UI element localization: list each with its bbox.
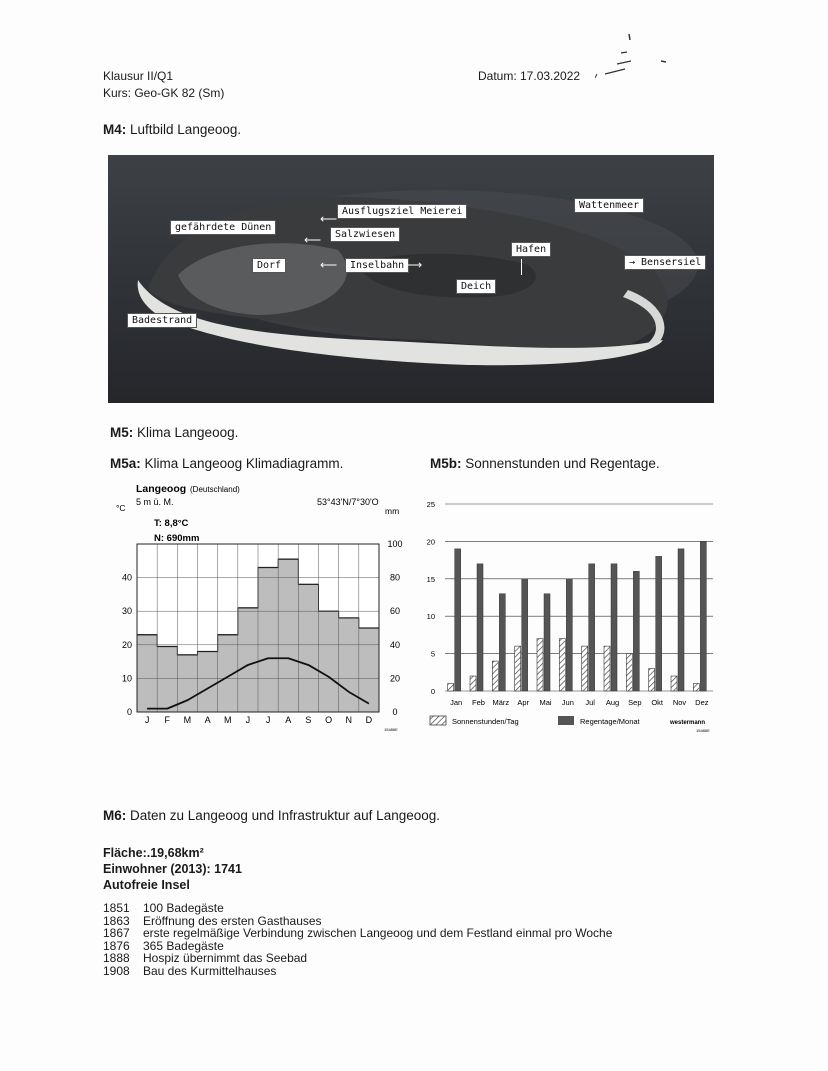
m5b-prefix: M5b: (430, 456, 462, 471)
history-row (103, 965, 612, 978)
climate-right-unit: mm (385, 506, 400, 516)
rain-bar (633, 571, 639, 691)
bar-month-label: Okt (651, 698, 664, 707)
legend-rain-swatch (558, 716, 574, 725)
rain-bar (656, 556, 662, 691)
sun-bar (492, 661, 498, 691)
label-salzwiesen: Salzwiesen (330, 227, 400, 242)
label-gefaehrdete-duenen: gefährdete Dünen (170, 220, 276, 235)
history-text: 100 Badegäste (143, 901, 224, 915)
history-year: 1876 (103, 938, 130, 953)
sun-bar (470, 676, 476, 691)
label-inselbahn: Inselbahn (345, 258, 409, 273)
climate-month-label: J (144, 715, 150, 725)
sun-bar (582, 646, 588, 691)
climate-left-tick: 30 (121, 606, 132, 617)
label-wattenmeer: Wattenmeer (574, 198, 644, 213)
sun-bar (515, 646, 521, 691)
label-bensersiel: → Bensersiel (624, 255, 706, 270)
climate-right-tick: 80 (389, 572, 401, 583)
m5b-heading (430, 456, 660, 471)
climate-right-tick: 100 (387, 539, 403, 549)
climate-right-tick: 40 (389, 639, 401, 650)
label-deich: Deich (456, 279, 496, 294)
history-year: 1863 (103, 913, 130, 928)
rain-bar (700, 541, 706, 691)
climate-month-label: D (365, 715, 373, 725)
history-year: 1851 (103, 901, 130, 915)
bar-month-label: Sep (628, 698, 642, 707)
m5a-title: Klima Langeoog Klimadiagramm. (144, 456, 344, 471)
bar-month-label: Apr (517, 698, 530, 707)
bar-y-tick: 25 (426, 500, 435, 509)
bar-y-tick: 5 (430, 649, 435, 659)
climate-month-label: J (265, 715, 271, 725)
history-list (103, 902, 612, 977)
climate-month-label: J (245, 715, 251, 725)
aerial-photo (108, 155, 714, 403)
m6-prefix: M6: (103, 808, 127, 823)
rain-bar (499, 594, 505, 691)
bar-y-tick: 20 (426, 537, 435, 547)
area-fact: Fläche:.19,68km² (103, 846, 204, 860)
climate-elevation: 5 m ü. M. (136, 497, 174, 507)
sun-bar (671, 676, 677, 691)
history-text: Bau des Kurmittelhauses (143, 963, 277, 978)
sunrain-source-code: 15486E (696, 728, 710, 733)
history-year: 1867 (103, 926, 130, 940)
m5a-heading (110, 456, 343, 471)
arrow-left-icon: ⟵ (320, 258, 338, 272)
sunshine-rain-chart (425, 492, 725, 742)
climate-month-label: F (164, 715, 170, 725)
course-info: Kurs: Geo-GK 82 (Sm) (103, 86, 225, 100)
m5-heading (110, 425, 238, 440)
m5-title: Klima Langeoog. (137, 425, 239, 440)
m5b-title: Sonnenstunden und Regentage. (465, 456, 660, 471)
exam-info (103, 68, 224, 102)
residents-fact: Einwohner (2013): 1741 (103, 862, 242, 876)
legend-sun-label: Sonnenstunden/Tag (452, 717, 519, 726)
bar-month-label: Mai (539, 698, 552, 707)
history-year: 1908 (103, 963, 130, 978)
scribble-graphic (595, 28, 675, 88)
exam-date: Datum: 17.03.2022 (478, 69, 581, 83)
arrow-left-icon: ⟵ (320, 212, 338, 226)
climate-left-tick: 10 (121, 673, 132, 684)
climate-left-unit: °C (116, 503, 126, 513)
rain-bar (455, 549, 461, 691)
sun-bar (537, 639, 543, 691)
bar-month-label: Jul (585, 698, 595, 707)
arrow-left-icon: ⟵ (304, 233, 322, 247)
sun-bar (559, 639, 565, 691)
climate-month-label: O (325, 715, 333, 725)
history-text: Eröffnung des ersten Gasthauses (143, 913, 322, 928)
climate-month-label: A (285, 715, 292, 725)
rain-bar (522, 579, 528, 691)
sun-bar (649, 669, 655, 691)
sun-bar (626, 654, 632, 691)
arrow-right-icon: ⟶ (405, 258, 423, 272)
history-year: 1888 (103, 951, 130, 965)
exam-title: Klausur II/Q1 (103, 69, 174, 83)
sun-bar (448, 684, 454, 691)
bar-month-label: Nov (672, 698, 687, 707)
climate-right-tick: 20 (389, 673, 401, 684)
label-badestrand: Badestrand (127, 313, 197, 328)
climate-month-label: S (305, 715, 312, 725)
climate-left-tick: 20 (121, 639, 132, 650)
bar-month-label: Dez (695, 698, 709, 707)
label-dorf: Dorf (252, 258, 286, 273)
bar-month-label: Jun (561, 698, 574, 707)
climate-diagram (112, 478, 412, 736)
history-text: 365 Badegäste (143, 938, 224, 953)
facts-block (103, 845, 242, 893)
climate-right-tick: 60 (389, 606, 401, 617)
m6-heading (103, 808, 440, 823)
island-illustration (108, 155, 714, 403)
bar-month-label: Feb (472, 698, 485, 707)
rain-bar (566, 579, 572, 691)
hafen-pointer (521, 259, 522, 275)
m4-heading (103, 122, 241, 137)
bar-y-tick: 0 (430, 687, 435, 696)
climate-right-tick: 0 (392, 707, 398, 717)
climate-month-label: N (345, 715, 352, 725)
m6-title: Daten zu Langeoog und Infrastruktur auf Langeoog. (130, 808, 440, 823)
history-text: erste regelmäßige Verbindung zwischen Langeoog und dem Festland einmal pro Woche (143, 926, 613, 940)
climate-precip-label: N: 690mm (154, 533, 200, 544)
label-hafen: Hafen (511, 242, 551, 257)
bar-month-label: Aug (605, 698, 620, 707)
bar-y-tick: 10 (426, 612, 435, 622)
rain-bar (611, 564, 617, 691)
bar-y-tick: 15 (426, 574, 435, 584)
rain-bar (678, 549, 684, 691)
m4-title: Luftbild Langeoog. (130, 122, 242, 137)
climate-coordinates: 53°43'N/7°30'O (317, 497, 379, 507)
carfree-fact: Autofreie Insel (103, 878, 190, 892)
sun-bar (604, 646, 610, 691)
rain-bar (589, 564, 595, 691)
m5-prefix: M5: (110, 425, 134, 440)
label-ausflugsziel-meierei: Ausflugsziel Meierei (337, 204, 467, 219)
bar-month-label: März (492, 698, 510, 707)
publisher-logo: westermann (670, 720, 706, 726)
handwritten-marks (595, 28, 675, 88)
bar-month-label: Jan (450, 698, 463, 707)
rain-bar (544, 594, 550, 691)
climate-temp-label: T: 8,8°C (154, 518, 189, 529)
climate-title: Langeoog (136, 483, 187, 495)
m4-prefix: M4: (103, 122, 127, 137)
legend-sun-swatch (430, 716, 446, 725)
climate-source-code: 15486E (384, 727, 398, 732)
climate-month-label: M (224, 715, 232, 725)
climate-left-tick: 40 (121, 572, 132, 583)
rain-bar (477, 564, 483, 691)
m5a-prefix: M5a: (110, 456, 141, 471)
climate-subtitle: (Deutschland) (190, 485, 240, 494)
legend-rain-label: Regentage/Monat (580, 717, 640, 726)
climate-left-tick: 0 (126, 707, 132, 717)
climate-month-label: A (204, 715, 211, 725)
sun-bar (693, 684, 699, 691)
climate-month-label: M (183, 715, 192, 725)
history-text: Hospiz übernimmt das Seebad (143, 951, 308, 965)
